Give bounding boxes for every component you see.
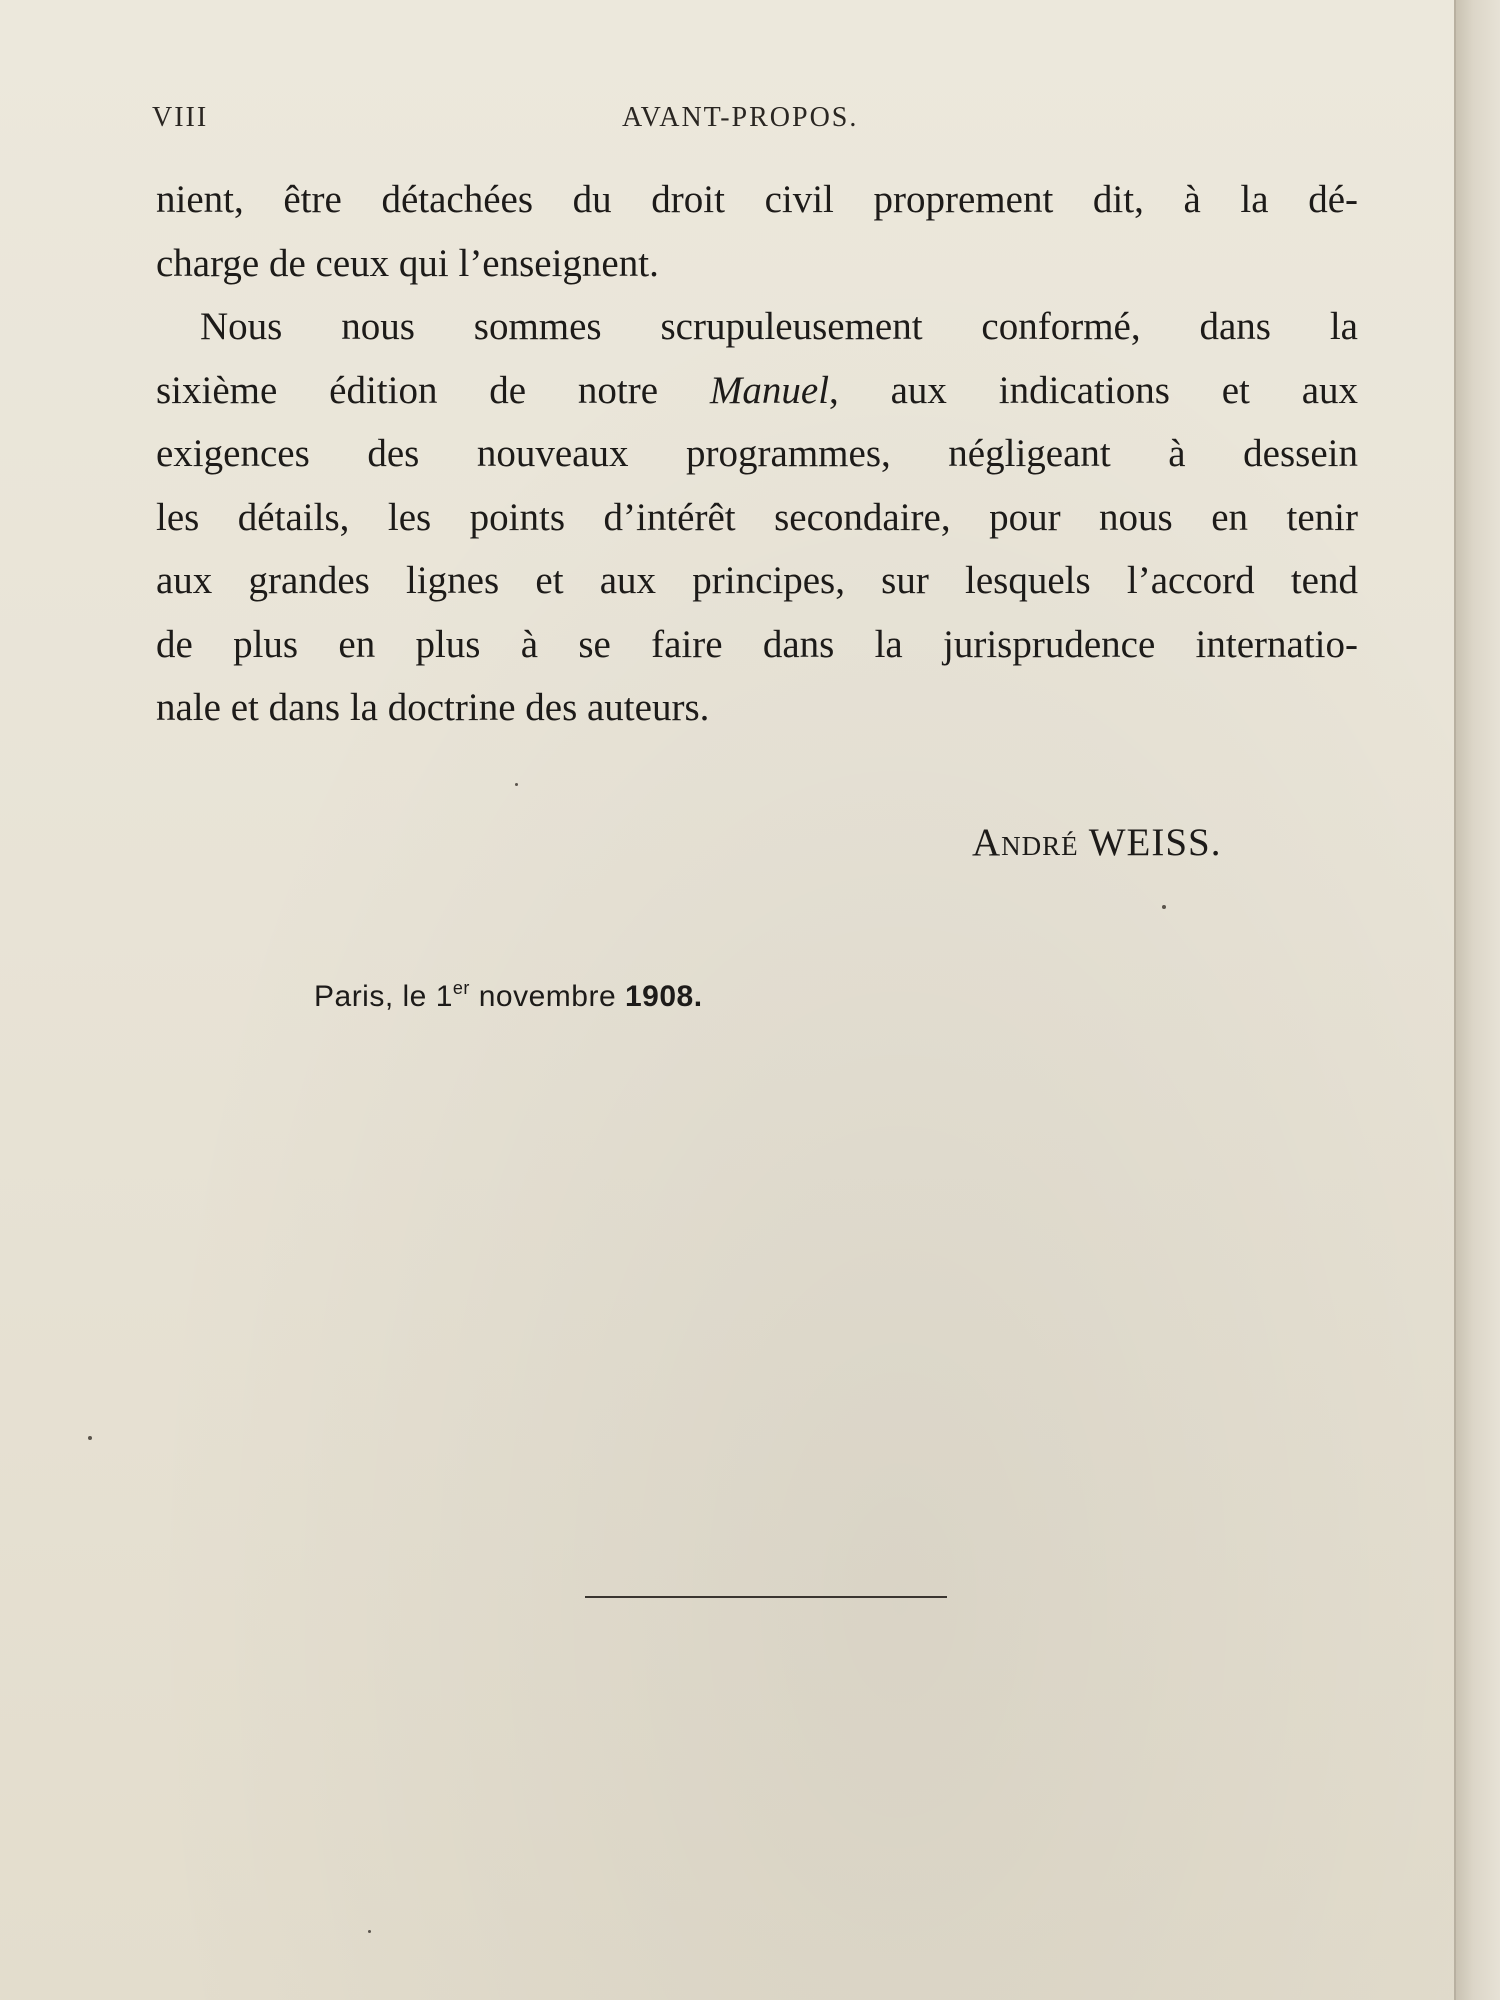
text-line: nient, être détachées du droit civil proprement dit, à la dé- bbox=[156, 178, 1358, 221]
text-segment: sixième édition de notre bbox=[156, 368, 659, 412]
end-rule bbox=[585, 1596, 947, 1598]
text-line: Nous nous sommes scrupuleusement conformé, dans la bbox=[200, 305, 1358, 348]
running-header bbox=[152, 102, 1362, 142]
paper-speck bbox=[88, 1436, 92, 1440]
date-line bbox=[314, 978, 703, 1014]
text-line: exigences des nouveaux programmes, négligeant à dessein bbox=[156, 432, 1358, 475]
text-line: de plus en plus à se faire dans la jurisprudence internatio- bbox=[156, 622, 1358, 666]
italic-title: Manuel bbox=[709, 368, 830, 412]
text-segment: , aux indications et aux bbox=[829, 368, 1358, 412]
body-text bbox=[156, 168, 1358, 740]
author-first-name: André bbox=[972, 821, 1079, 864]
running-title: AVANT-PROPOS. bbox=[622, 102, 859, 133]
date-year: 1908. bbox=[625, 980, 703, 1013]
page-number: VIII bbox=[152, 102, 209, 133]
paper-speck bbox=[368, 1930, 371, 1933]
date-month: novembre bbox=[478, 980, 617, 1013]
paper-speck bbox=[515, 783, 518, 786]
text-line: charge de ceux qui l’enseignent. bbox=[156, 241, 659, 285]
text-line: les détails, les points d’intérêt secondaire, pour nous en tenir bbox=[156, 495, 1358, 539]
page-edge bbox=[1454, 0, 1500, 2000]
paper-speck bbox=[1162, 905, 1166, 909]
date-prefix: Paris, le 1 bbox=[314, 980, 453, 1013]
date-superscript: er bbox=[452, 978, 470, 998]
text-line-with-italic bbox=[156, 359, 1358, 423]
text-line: nale et dans la doctrine des auteurs. bbox=[156, 686, 710, 729]
text-line: aux grandes lignes et aux principes, sur lesquels l’accord tend bbox=[156, 559, 1358, 602]
author-last-name: WEISS. bbox=[1088, 821, 1222, 864]
author-signature bbox=[972, 820, 1221, 865]
